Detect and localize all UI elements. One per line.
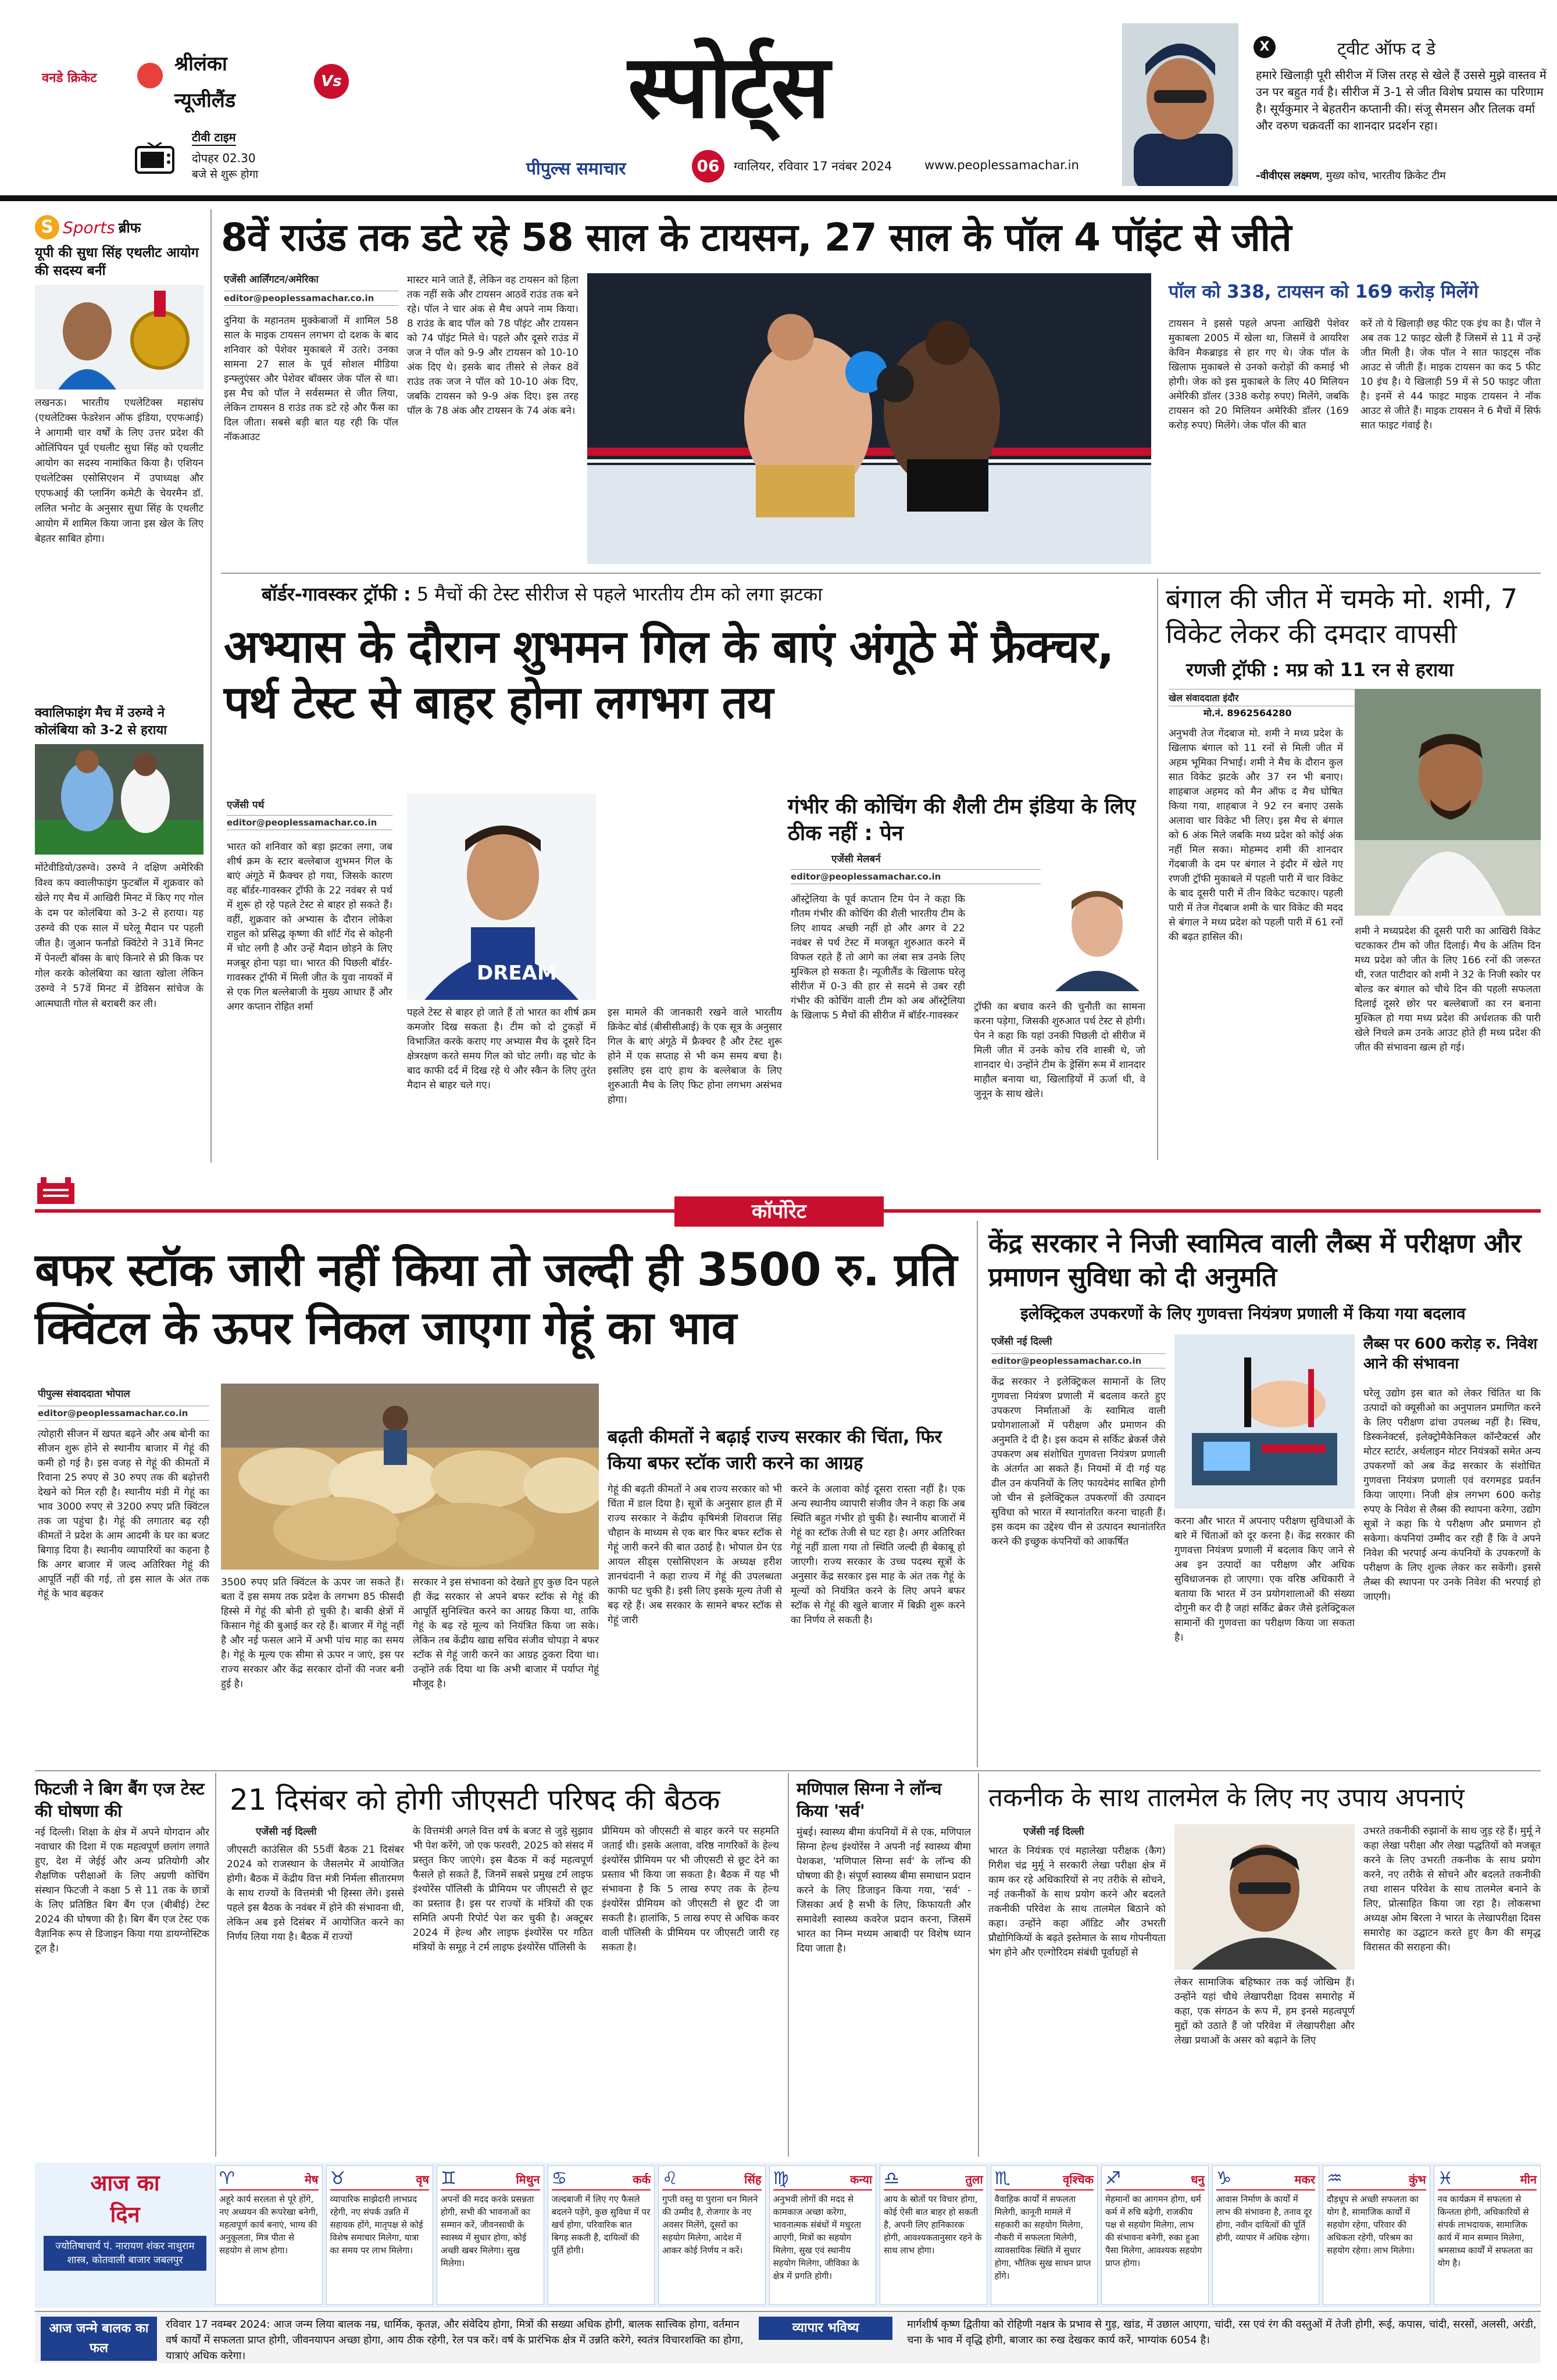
virgo-icon: ♍ xyxy=(773,2168,789,2189)
sagittarius-icon: ♐ xyxy=(1105,2168,1121,2189)
horoscope-sign-cancer xyxy=(548,2165,655,2305)
brief-divider xyxy=(210,209,212,1163)
scorpio-icon: ♏ xyxy=(994,2168,1010,2189)
pisces-icon: ♓ xyxy=(1437,2168,1454,2189)
brief-body: लखनऊ। भारतीय एथलेटिक्स महासंघ (एथलेटिक्स फेडरेशन ऑफ इंडिया, एएफआई) ने आगामी चार वर्षों के लिए उत्तर प्रदेश की ओलिंपियन पूर्व एथलीट सुधा सिंह को एथलीट आयोग का सदस्य नामांकित किया है। एशियन एथलेटिक्स एसोसिएशन में उपाध्यक्ष और एएफआई की प्लानिंग कमेटी के चेयरमैन डॉ. ललित भनोट के अनुसार सुधा सिंह के एथलीट आयोग में शामिल किया जाना इस खेल के लिए बेहतर साबित होगा। xyxy=(35,397,203,545)
masthead xyxy=(0,0,1557,195)
horoscope-sign-text: वैवाहिक कार्यों में सफलता मिलेगी, कानूनी मामले में सहकारी का सहयोग मिलेगा, नौकरी में सफलता मिलेगी, व्यावसायिक स्थिति में सुधार होगा, भौतिक सुख साधन प्राप्त होंगे। xyxy=(994,2194,1091,2281)
horoscope-sign-header xyxy=(219,2168,319,2190)
horoscope-signs xyxy=(215,2165,1541,2305)
leo-icon: ♌ xyxy=(662,2168,678,2189)
shami-headline: बंगाल की जीत में चमके मो. शमी, 7 विकेट लेकर की दमदार वापसी xyxy=(1166,583,1518,649)
tech-headline: तकनीक के साथ तालमेल के लिए नए उपाय अपनाएं xyxy=(988,1783,1465,1813)
sudha-singh-photo xyxy=(35,285,203,389)
horoscope-title-1: आज का xyxy=(90,2170,160,2196)
horoscope-sign-text: अपनों की मदद करके प्रसन्नता होगी, सभी की भावनाओं का सम्मान करें, जीवनसाथी के स्वास्थ्य में सुधार होगा, कोई अच्छी खबर मिलेगा। सुख मिलेगा। xyxy=(441,2194,534,2268)
page-number: 06 xyxy=(692,150,724,183)
labs-byline: एजेंसी नई दिल्ली xyxy=(991,1336,1052,1348)
labs-headline: केंद्र सरकार ने निजी स्वामित्व वाली लैब्स में परीक्षण और प्रमाणन सुविधा को दी अनुमति xyxy=(988,1228,1522,1292)
team2: न्यूजीलैंड xyxy=(174,89,236,112)
gill-right-divider xyxy=(1157,578,1158,1160)
gill-email: editor@peoplessamachar.co.in xyxy=(227,815,392,830)
series-dot xyxy=(137,63,163,88)
brief-logo-tag: ब्रीफ xyxy=(118,219,141,236)
gill-kicker-bold: बॉर्डर-गावस्कर ट्रॉफी : xyxy=(262,583,411,605)
cancer-icon: ♋ xyxy=(551,2168,567,2189)
gill-col-1: भारत को शनिवार को बड़ा झटका लगा, जब शीर्ष क्रम के स्टार बल्लेबाज शुभमन गिल के बाएं अंगूठे में फ्रैक्चर हो गया, जिसके कारण वह बॉर्डर-गावस्कर ट्रॉफी के 22 नवंबर से पर्थ में शुरू हो रहे पहले टेस्ट से बाहर हो सकते हैं। वहीं, शुक्रवार को अभ्यास के दौरान लोकेश राहुल को प्रसिद्ध कृष्णा की शॉर्ट गेंद से कोहनी में चोट लगी है और उन्हें मैदान छोड़ने के लिए मजबूर होना पड़ा था। भारत की पिछली बॉर्डर-गावस्कर ट्रॉफी में मिली जीत के युवा नायकों में से एक गिल बल्लेबाजी के मुख्य आधार हैं और अगर कप्तान रोहित शर्मा xyxy=(227,841,392,1013)
horoscope-sign-header xyxy=(330,2168,430,2190)
gill-kicker xyxy=(262,581,823,606)
horoscope-sign-aquarius xyxy=(1323,2165,1430,2305)
gst-col-1: जीएसटी काउंसिल की 55वीं बैठक 21 दिसंबर 2024 को राजस्थान के जैसलमेर में आयोजित होगी। बैठक में केंद्रीय वित्त मंत्री निर्मला सीतारमण के साथ राज्यों के वित्तमंत्री भी हिस्सा लेंगे। इससे पहले इस बैठक के नवंबर में होने की संभावना थी, लेकिन अब इसे दिसंबर में आयोजित करने का निर्णय लिया गया है। बैठक में राज्यों xyxy=(227,1844,404,1943)
horoscope-sign-text: गुप्ती वस्तु या पुराना धन मिलने की उम्मीद है, रोजगार के नए अवसर मिलेंगे, दूसरों का सहयोग मिलेगा, आदेश में आकर कोई निर्णय न करें। xyxy=(662,2194,758,2256)
wheat-sub-headline: बढ़ती कीमतों ने बढ़ाई राज्य सरकार की चिंता, फिर किया बफर स्टॉक जारी करने का आग्रह xyxy=(608,1427,942,1474)
shami-mobile: मो.नं. 8962564280 xyxy=(1204,707,1292,719)
lab-testing-photo xyxy=(1174,1334,1355,1509)
born-today-label: आज जन्मे बालक का फल xyxy=(41,2317,157,2361)
tyson-col-1: दुनिया के महानतम मुक्केबाजों में शामिल 58 साल के माइक टायसन लगभग दो दशक के बाद शनिवार को पेशेवर मुकाबले में उतरे। उनका सामना 27 साल के पूर्व सोशल मीडिया इन्फ्लुएंसर और पेशेवर बॉक्सर जेक पॉल से था। इस मैच को पॉल ने सर्वसम्मत से जीत लिया, लेकिन टायसन 8 राउंड तक डटे रहे और फैंस का दिल जीता। सबसे बड़ी बात यह रही कि पॉल नॉकआउट xyxy=(224,315,398,443)
labs-subhead: इलेक्ट्रिकल उपकरणों के लिए गुणवत्ता नियंत्रण प्रणाली में किया गया बदलाव xyxy=(1020,1304,1466,1323)
tyson-divider xyxy=(221,573,1541,574)
gill-headline: अभ्यास के दौरान शुभमन गिल के बाएं अंगूठे में फ्रैक्चर, पर्थ टेस्ट से बाहर होना लगभग तय xyxy=(224,621,1114,729)
horoscope-sign-header xyxy=(552,2168,651,2190)
wheat-sub-col-1: गेहूं की बढ़ती कीमतों ने अब राज्य सरकार को भी चिंता में डाल दिया है। सूत्रों के अनुसार हाल ही में राज्य सरकार ने केंद्रीय कृषिमंत्री शिवराज सिंह चौहान के माध्यम से एक बार फिर बफर स्टॉक से गेहूं जारी करने की बात उठाई है। भोपाल ग्रेन एंड आयल सीड्स एसोसिएशन के अध्यक्ष हरीश ज्ञानचंदानी ने कहा राज्य में गेहूं की उपलब्धता काफी घट चुकी है। इसी लिए इसके मूल्य तेजी से बढ़ रहे हैं। अब सरकार के सामने बफर स्टॉक से गेहूं जारी xyxy=(608,1484,782,1626)
tyson-col-2: मास्टर माने जाते हैं, लेकिन वह टायसन को हिला तक नहीं सके और टायसन आठवें राउंड तक बने रहे। पॉल ने चार अंक से मैच अपने नाम किया। 8 राउंड के बाद पॉल को 78 पॉइंट और टायसन को 74 पॉइंट मिले थे। पहले और दूसरे राउंड में जज ने पॉल को 9-9 और टायसन को 10-10 अंक दिए थे। इसके बाद तीसरे से लेकर 8वें राउंड तक जज ने पॉल को 10-10 अंक दिए, जबकि टायसन को 9-9 अंक दिए। इस तरह पॉल के 78 अंक और टायसन के 74 अंक बने। xyxy=(407,274,578,417)
corporate-label-box: कॉर्पोरेट xyxy=(674,1196,884,1227)
gst-byline: एजेंसी नई दिल्ली xyxy=(256,1826,317,1838)
tv-icon xyxy=(135,142,174,175)
tyson-side-col-1: टायसन ने इससे पहले अपना आखिरी पेशेवर मुकाबला 2005 में खेला था, जिसमें वे आयरिश केविन मैकब्राइड से हार गए थे। जेक पॉल के खिलाफ मुकाबले से उनको करोड़ों की कमाई भी होगी। जेक को इस मुकाबले के लिए 40 मिलियन अमेरिकी डॉलर (338 करोड़ रुपए) मिलेंगे, जबकि टायसन को 20 मिलियन अमेरिकी डॉलर (169 करोड़ रुपए) मिलेंगे। जेक पॉल की बात xyxy=(1169,318,1349,431)
horoscope-sign-gemini xyxy=(437,2165,544,2305)
trade-text: मार्गशीर्ष कृष्ण द्वितीया को रोहिणी नक्षत्र के प्रभाव से गुड़, खांड, में उछाल आएगा, चांदी, रस एवं रंग की वस्तुओं में तेजी होगी, रूई, कपास, चांदी, सरसों, अलसी, अरंडी, चना के भाव में वृद्धि होगी, बाजार का रुख देखकर कार्य करें, भाग्यांक 6054 है। xyxy=(907,2318,1537,2346)
aquarius-icon: ♒ xyxy=(1327,2168,1342,2189)
wheat-col-2: 3500 रुपए प्रति क्विंटल के ऊपर जा सकते हैं। बता दें इस समय तक प्रदेश के लगभग 85 फीसदी हिस्से में गेहूं की बोनी हो चुकी है। बाकी क्षेत्रों में किसान गेहूं की बुआई कर रहे हैं। बाजार में गेहूं नहीं है और नई फसल आने में अभी पांच माह का समय है। गेहूं के मूल्य एक सीमा से ऊपर न जाएं, इस पर राज्य सरकार और केंद्र सरकार दोनों की नजर बनी हुई है। xyxy=(221,1577,404,1690)
horoscope-sign-name: धनु xyxy=(1191,2172,1205,2186)
horoscope-sign-header xyxy=(1438,2168,1537,2190)
tech-col-3: उभरते तकनीकी रुझानों के साथ जुड़ रहे हैं। मुर्मू ने कहा लेखा परीक्षा और लेखा पद्धतियों को मजबूत करने के लिए उभरती तकनीक के साथ प्रयोग करने, नए तरीके से सोचने और बदलते तकनीकी तथा शासन परिवेश के साथ तालमेल बनाने के लिए, प्रोत्साहित किया जा रहा है। लोकसभा अध्यक्ष ओम बिरला ने भारत के लेखापरीक्षा दिवस समारोह का उद्घाटन करते हुए कैग की समृद्ध विरासत की सराहना की। xyxy=(1363,1825,1541,1953)
horoscope-sign-name: मेष xyxy=(304,2172,319,2186)
manipal-divider xyxy=(978,1773,979,2157)
paper-name: पीपुल्स समाचार xyxy=(526,159,626,179)
sports-brief-logo xyxy=(35,215,203,240)
gill-kicker-rest: 5 मैचों की टेस्ट सीरीज से पहले भारतीय टीम को लगा झटका xyxy=(410,583,823,605)
horoscope-sign-name: कुंभ xyxy=(1409,2172,1426,2186)
shami-kicker-bold: रणजी ट्रॉफी : xyxy=(1186,659,1280,681)
manipal-headline: मणिपाल सिग्ना ने लॉन्च किया 'सर्व' xyxy=(797,1779,942,1821)
s-badge-icon: S xyxy=(35,215,59,240)
x-logo-icon: X xyxy=(1254,36,1276,58)
gst-col-3: प्रीमियम को जीएसटी से बाहर करने पर सहमति जताई थी। इसके अलावा, वरिष्ठ नागरिकों के हेल्थ इंश्योरेंस प्रीमियम पर भी जीएसटी से छूट देने का प्रस्ताव भी किया जा सकता है। बैठक में यह भी संभावना है कि 5 लाख रुपए तक के हेल्थ इंश्योरेंस प्रीमियम को जीएसटी से छूट दी जा सकती है। हालांकि, 5 लाख रुपए से अधिक कवर वाली पॉलिसी के प्रीमियम पर जीएसटी जारी रह सकता है। xyxy=(602,1825,779,1953)
horoscope-sign-text: अहूरे कार्य सरलता से पूरे होंगे, नए अध्ययन की रूपरेखा बनेगी, महत्वपूर्ण कार्य बनाएं, भाग्य की अनुकूलता, मित्र पीता से सहयोग से लाभ होगा। xyxy=(219,2194,319,2256)
shami-kicker xyxy=(1186,657,1454,682)
labs-col-1: केंद्र सरकार ने इलेक्ट्रिकल सामानों के लिए गुणवत्ता नियंत्रण प्रणाली में बदलाव करते हुए उपकरण निर्माताओं के स्वामित्व वाली प्रयोगशालाओं में परीक्षण और प्रमाणन की अनुमति दे दी है। इस कदम से सर्किट ब्रेकर्स जैसे उपकरण अब संशोधित गुणवत्ता नियंत्रण प्रणाली के अंतर्गत आ सकते हैं। नियमों में दी गई यह ढील उन कंपनियों के लिए फायदेमंद साबित होगी जो चीन से इलेक्ट्रिकल उपकरणों की उत्पादन सुविधा को भारत में स्थानांतरित करना चाहती हैं। इस कदम का उद्देश्य चीन से उत्पादन स्थानांतरित करने की इच्छुक कंपनियों को आकर्षित xyxy=(991,1376,1166,1548)
labs-side-col: घरेलू उद्योग इस बात को लेकर चिंतित था कि उत्पादों को क्यूसीओ का अनुपालन प्रमाणित करने के लिए परीक्षण ढांचा उपलब्ध नहीं है। स्विच, डिस्कनेक्टर्स, इलेक्ट्रोमैकेनिकल कॉन्टैक्टर्स और मोटर स्टार्टर, अर्थलाइन मोटर नियंत्रकों समेत अन्य उपकरणों को अब केंद्र सरकार के संशोधित गुणवत्ता नियंत्रण प्रणाली एवं वरगमइड प्रवर्तन किया जाएगा। निजी क्षेत्र लगभग 600 करोड़ रुपए के निवेश से लैब्स की स्थापना करेगा, उद्योग सूत्रों ने कहा कि ये परीक्षण और प्रमाणन हो सकेगा। कंपनियां उम्मीद कर रही हैं कि वे अपने निवेश की भरपाई अन्य कंपनियों के उपकरणों के परीक्षण के लिए शुल्क लेकर कर सकेंगी। इससे लैब्स की स्थापना पर उनके निवेश की भरपाई हो जाएगी। xyxy=(1363,1388,1541,1603)
shami-col-2: शमी ने मध्यप्रदेश की दूसरी पारी का आखिरी विकेट चटकाकर टीम को जीत दिलाई। मैच के अंतिम दिन मध्य प्रदेश को जीत के लिए 166 रनों की जरूरत थी, रजत पाटीदार को शमी ने 32 के निजी स्कोर पर बोल्ड कर बंगाल को चौथे दिन की पहली सफलता दिलाई दूसरे छोर पर बल्लेबाजों का रन बनाना मुश्किल हो गया मध्य प्रदेश की अर्धशतक की पारी खेले निचले क्रम उनके आउट होते ही मध्य प्रदेश की जीत की संभावना खत्म हो गई। xyxy=(1355,925,1541,1053)
gill-byline: एजेंसी पर्थ xyxy=(227,799,265,811)
tyson-headline: 8वें राउंड तक डटे रहे 58 साल के टायसन, 27 साल के पॉल 4 पॉइंट से जीते xyxy=(221,215,1291,260)
horoscope-sign-virgo xyxy=(769,2165,877,2305)
gst-divider xyxy=(788,1773,789,2157)
horoscope-sign-header xyxy=(1105,2168,1205,2190)
horoscope-sign-scorpio xyxy=(991,2165,1098,2305)
labs-email: editor@peoplessamachar.co.in xyxy=(991,1353,1166,1368)
aries-icon: ♈ xyxy=(219,2168,235,2189)
horoscope-sign-header xyxy=(773,2168,873,2190)
horoscope-sign-text: मेहमानों का आगमन होगा, धर्म कर्म में रुचि बढ़ेगी, राजकीय पक्ष से सहयोग मिलेगा, लाभ की संभावना बनेगी, रुका हुआ पैसा मिलेगा, आवश्यक सहयोग प्राप्त होगा। xyxy=(1105,2194,1202,2268)
brief-body-2: मोंटेवीडियो/उरुग्वे। उरुग्वे ने दक्षिण अमेरिकी विश्व कप क्वालीफाइंग फुटबॉल में शुक्रवार को खेले गए मैच में आखिरी मिनट में किए गए गोल के दम पर कोलंबिया को 3-2 से हराया। यह उरुग्वे की एक साल में घरेलू मैदान पर पहली जीत है। जुआन फर्नांडो क्विंटेरो ने 31वें मिनट में पेनल्टी बॉक्स के बाएं किनारे से फ्री किक पर गोल करके कोलंबिया का खाता खोला लेकिन उरुग्वे ने 57वें मिनट में डेविसन सांचेज के आत्मघाती गोल से बराबरी कर ली। xyxy=(35,862,203,1010)
capricorn-icon: ♑ xyxy=(1216,2168,1232,2189)
horoscope-sign-leo xyxy=(658,2165,766,2305)
horoscope-sign-name: वृश्चिक xyxy=(1063,2172,1094,2186)
horoscope-sign-header xyxy=(884,2168,983,2190)
wheat-right-divider xyxy=(977,1221,978,1767)
horoscope-title-box xyxy=(44,2167,206,2301)
tv-time-note: बजे से शुरू होगा xyxy=(192,168,259,181)
wheat-headline: बफर स्टॉक जारी नहीं किया तो जल्दी ही 3500 रु. प्रति क्विंटल के ऊपर निकल जाएगा गेहूं का भाव xyxy=(35,1244,957,1355)
labs-side-headline: लैब्स पर 600 करोड़ रु. निवेश आने की संभावना xyxy=(1363,1335,1538,1373)
series-label: वनडे क्रिकेट xyxy=(42,71,97,85)
tyson-email: editor@peoplessamachar.co.in xyxy=(224,291,398,306)
wheat-sub-col-2: करने के अलावा कोई दूसरा रास्ता नहीं है। एक अन्य स्थानीय व्यापारी संजीव जैन ने कहा कि अब स्थिति बहुत गंभीर हो चुकी है। स्थानीय बाजारों में गेहूं का स्टॉक तेजी से घट रहा है। अगर अतिरिक्त गेहूं नहीं डाला गया तो स्थिति जल्दी ही बेकाबू हो जाएगी। राज्य सरकार के उच्च पदस्थ सूत्रों के अनुसार केंद्र सरकार इस माह के अंत तक गेहूं के मूल्यों को नियंत्रित करने के लिए अपने बफर स्टॉक से गेहूं की खुले बाजार में बिक्री शुरू करने का निर्णय ले सकती है। xyxy=(791,1484,965,1626)
horoscope-sign-name: कर्क xyxy=(633,2172,651,2186)
tweet-author-name: -वीवीएस लक्ष्मण xyxy=(1256,170,1320,182)
laxman-photo xyxy=(1122,23,1238,186)
gst-col-2: के वित्तमंत्री अगले वित्त वर्ष के बजट से जुड़े सुझाव भी पेश करेंगे, जो एक फरवरी, 2025 को संसद में प्रस्तुत किए जाएंगे। इस बैठक में कई महत्वपूर्ण फैसले हो सकते हैं, जिनमें सबसे प्रमुख टर्म लाइफ इंश्योरेंस पॉलिसी के प्रीमियम पर जीएसटी से छूट का प्रस्ताव है। इस पर राज्यों के मंत्रियों की एक समिति अपनी रिपोर्ट पेश कर चुकी है। अक्टूबर 2024 में हेल्थ और लाइफ इंश्योरेंस पर गठित मंत्रियों के समूह ने टर्म लाइफ इंश्योरेंस पॉलिसी के xyxy=(413,1825,593,1953)
masthead-rule xyxy=(0,195,1557,201)
wheat-col-3: सरकार ने इस संभावना को देखते हुए कुछ दिन पहले ही केंद्र सरकार से अपने बफर स्टॉक से गेहूं की आपूर्ति सुनिश्चित करने का आग्रह किया था, ताकि गेहूं के बढ़ रहे मूल्य को नियंत्रित किया जा सके। लेकिन तब केंद्रीय खाद्य सचिव संजीव चोपड़ा ने बफर स्टॉक से गेहूं जारी करने का आग्रह ठुकरा दिया था। उन्होंने तर्क दिया था कि अभी बाजार में पर्याप्त गेहूं मौजूद है। xyxy=(413,1577,599,1690)
horoscope-sign-header xyxy=(662,2168,762,2190)
horoscope-sign-text: व्यापारिक साझेदारी लाभप्रद रहेगी, नए संपर्क उन्नति में सहायक होंगे, मातृपक्ष से कोई विशेष समाचार मिलेगा, यात्रा का समय पर लाभ मिलेगा। xyxy=(330,2194,423,2256)
tweet-text: हमारे खिलाड़ी पूरी सीरीज में जिस तरह से खेले हैं उससे मुझे वास्तव में उन पर बहुत गर्व है। सीरीज में 3-1 से जीत विशेष प्रयास का परिणाम है। सूर्यकुमार ने बेहतरीन कप्तानी की। संजू सैमसन और तिलक वर्मा और वरुण चक्रवर्ती का शानदार प्रदर्शन रहा। xyxy=(1256,68,1547,133)
horoscope-sign-header xyxy=(995,2168,1094,2190)
paine-col-top: ऑस्ट्रेलिया के पूर्व कप्तान टिम पेन ने कहा कि गौतम गंभीर की कोचिंग की शैली भारतीय टीम के लिए शायद अच्छी नहीं हो और अगर वे 22 नवंबर से पर्थ टेस्ट में मजबूत शुरुआत करने में विफल रहते हैं तो आगे का लंबा सत्र उनके लिए मुश्किल हो सकता है। न्यूजीलैंड के खिलाफ घरेलू सीरीज में 0-3 की हार से सदमे से उबर रही गंभीर की कोचिंग वाली टीम को अब ऑस्ट्रेलिया के खिलाफ 5 मैचों की सीरीज में बॉर्डर-गावस्कर xyxy=(791,894,965,1021)
manipal-body: मुंबई। स्वास्थ्य बीमा कंपनियों में से एक, मणिपाल सिग्ना हेल्थ इंश्योरेंस ने अपनी नई स्वास्थ्य बीमा पेशकश, 'मणिपाल सिग्ना सर्व' के लॉन्च की घोषणा की है। संपूर्ण स्वास्थ्य बीमा समाधान प्रदान करने के लिए डिजाइन किया गया, 'सर्व' - जिसका अर्थ है सभी के लिए, किफायती और समावेशी स्वास्थ्य कवरेज प्रदान करना, जिसमें भारत का निम्न मध्यम आबादी पर विशेष ध्यान दिया जाता है। xyxy=(797,1827,971,1954)
paine-headline: गंभीर की कोचिंग की शैली टीम इंडिया के लिए ठीक नहीं : पेन xyxy=(788,795,1136,845)
horoscope-sign-sagittarius xyxy=(1101,2165,1209,2305)
born-today-text: रविवार 17 नवम्बर 2024: आज जन्म लिया बालक नम्र, धार्मिक, कृतज्ञ, और संवेदिय होगा, मित्रों की सख्या अधिक होगी, बालक सात्त्विक होगा, वर्तमान वर्ष कार्यों में सफलता प्राप्त होगी, जीवनयापन अच्छा होगा, आय ठीक रहेगी, रेल पत्र करें। वर्ष के प्रारंभिक क्षेत्र में उन्नति करेगे, स्वतंत्र विचारशक्ति का होगा, यात्राएं अधिक करेगा। xyxy=(166,2318,744,2362)
horoscope-sign-capricorn xyxy=(1212,2165,1320,2305)
paine-byline: एजेंसी मेलबर्न xyxy=(831,853,881,865)
horoscope-astrologer: ज्योतिषाचार्य पं. नारायण शंकर नाथुराम शास्त्र, कोतवाली बाजार जबलपुर xyxy=(44,2236,206,2271)
tyson-side-headline: पॉल को 338, टायसन को 169 करोड़ मिलेंगे xyxy=(1169,281,1479,302)
horoscope-sign-libra xyxy=(880,2165,987,2305)
trade-label: व्यापार भविष्य xyxy=(759,2317,892,2340)
website: www.peoplessamachar.in xyxy=(924,158,1079,172)
horoscope-sign-name: मीन xyxy=(1520,2172,1537,2186)
brief-headline-2: क्वालिफाइंग मैच में उरुग्वे ने कोलंबिया को 3-2 से हराया xyxy=(35,705,203,739)
wheat-sacks-photo xyxy=(221,1384,599,1570)
labs-col-2: करना और भारत में अपनाए परीक्षण सुविधाओं के बारे में चिंताओं को दूर करना है। केंद्र सरकार की गुणवत्ता नियंत्रण प्रणाली में बदलाव किए जाने से अब इन उत्पादों का परीक्षण और अधिक सुविधाजनक हो जाएगा। एक वरिष्ठ अधिकारी ने बताया कि भारत में उन प्रयोगशालाओं की संख्या दोगुनी कर दी है जहां सर्किट ब्रेकर जैसे इलेक्ट्रिकल सामानों की गुणवत्ता का परीक्षण किया जा सकता है। xyxy=(1174,1516,1355,1643)
brief-column xyxy=(35,215,203,1163)
wheat-byline: पीपुल्स संवाददाता भोपाल xyxy=(38,1388,130,1400)
horoscope-sign-text: जल्दबाजी में लिए गए फैसले बदलने पड़ेंगे, कुछ सुविधा में पर खर्च होगा, परिवारिक बात बिगड़ सकती है, दायित्वों की पूर्ति होगी। xyxy=(551,2194,651,2256)
paine-email: editor@peoplessamachar.co.in xyxy=(791,869,1041,884)
vs-badge: Vs xyxy=(314,64,349,99)
horoscope-sign-header xyxy=(1216,2168,1316,2190)
shami-col-1: अनुभवी तेज गेंदबाज मो. शमी ने मध्य प्रदेश के खिलाफ बंगाल को 11 रनों से मिली जीत में अहम भूमिका निभाई। शमी ने मैच के दौरान कुल सात विकेट झटके और 37 रन भी बनाए। शाहबाज अहमद को मैन ऑफ द मैच घोषित किया गया, शाहबाज ने 92 रन बनाए उसके अलावा चार विकेट भी लिए। इस मैच से बंगाल को 6 अंक मिले जबकि मध्य प्रदेश को कोई अंक नहीं मिल सका। मोहम्मद शमी की शानदार गेंदबाजी के दम पर बंगाल ने इंदौर में खेले गए रणजी ट्रॉफी मुकाबले में पहली पारी में चार विकेट के बाद दूसरी पारी में तीन विकेट चटकाए। पहली पारी में तेज गेंदबाज शमी के चार विकेट की मदद से बंगाल ने मध्य प्रदेश को पहली पारी में 61 रनों की बढ़त हासिल की। xyxy=(1169,728,1343,943)
horoscope-sign-name: तुला xyxy=(965,2172,983,2186)
gill-col-3: इस मामले की जानकारी रखने वाले भारतीय क्रिकेट बोर्ड (बीसीसीआई) के एक सूत्र के अनुसार गिल के बाएं अंगूठे में फ्रैक्चर है और टेस्ट शुरू होने में एक सप्ताह से भी कम समय बचा है। इसलिए इस दाएं हाथ के बल्लेबाज के लिए शुरुआती मैच के लिए फिट होना लगभग असंभव होगा। xyxy=(608,1007,782,1106)
fitjee-headline: फिटजी ने बिग बैंग एज टेस्ट की घोषणा की xyxy=(35,1779,205,1821)
horoscope-sign-header xyxy=(1327,2168,1426,2190)
uruguay-photo xyxy=(35,744,203,855)
masthead-title: स्पोर्ट्स xyxy=(628,37,828,138)
fitjee-body: नई दिल्ली। शिक्षा के क्षेत्र में अपने योगदान और नवाचार की दिशा में एक महत्वपूर्ण छलांग लगाते हुए, देश में जेईई और अन्य प्रतियोगी और शैक्षणिक परीक्षाओं के लिए अग्रणी कोचिंग संस्थान फिटजी ने कक्षा 5 से 11 तक के छात्रों के लिए प्रतिष्ठित बिग बैंग एज (बीबीई) टेस्ट 2024 की घोषणा की है। बिग बैंग एज टेस्ट एक वैज्ञानिक रूप से डिजाइन किया गया डायग्नोस्टिक टूल है। xyxy=(35,1827,209,1954)
team1: श्रीलंका xyxy=(174,52,227,76)
fitjee-divider xyxy=(215,1773,216,2157)
tech-byline: एजेंसी नई दिल्ली xyxy=(1023,1826,1084,1838)
gill-col-2: पहले टेस्ट से बाहर हो जाते हैं तो भारत का शीर्ष क्रम कमजोर दिख सकता है। टीम को दो टुकड़ों में विभाजित करके कराए गए अभ्यास मैच के दूसरे दिन क्षेत्ररक्षण करते समय गिल को चोट लगी। वह चोट के बाद काफी दर्द में दिख रहे थे और स्कैन के लिए तुरंत मैदान से बाहर चले गए। xyxy=(407,1007,596,1091)
horoscope-sign-aries xyxy=(215,2165,323,2305)
horoscope-sign-taurus xyxy=(326,2165,434,2305)
dateline: ग्वालियर, रविवार 17 नवंबर 2024 xyxy=(734,159,892,173)
horoscope-sign-pisces xyxy=(1434,2165,1541,2305)
brief-headline: यूपी की सुधा सिंह एथलीट आयोग की सदस्य बनीं xyxy=(35,245,199,278)
horoscope-sign-name: सिंह xyxy=(744,2172,762,2186)
shami-photo xyxy=(1355,689,1541,916)
sensex-bull-icon xyxy=(35,1171,77,1209)
taurus-icon: ♉ xyxy=(330,2168,346,2189)
horoscope-sign-header xyxy=(441,2168,540,2190)
horoscope-sign-text: अनुभवी लोगों की मदद से कामकाज अच्छा करेगा, भावनात्मक संबंधों में मधुरता आएगी, मित्रों का सहयोग मिलेगा, सुख एवं स्थानीय सहयोग मिलेगा, जीविका के क्षेत्र में प्रगति होगी। xyxy=(773,2194,862,2281)
horoscope-title-2: दिन xyxy=(110,2202,140,2227)
horoscope-sign-name: कन्या xyxy=(849,2172,872,2186)
shami-byline: खेल संवाददाता इंदौर xyxy=(1169,689,1401,706)
tweet-label: ट्वीट ऑफ द डे xyxy=(1337,39,1436,59)
paine-col-right: ट्रॉफी का बचाव करने की चुनौती का सामना करना पड़ेगा, जिसकी शुरुआत पर्थ टेस्ट से होगी। पेन ने कहा कि यहां उनकी पिछली दो सीरीज में मिली जीत में उनके कोच रवि शास्त्री थे, जो शानदार थे। उन्होंने टीम के ड्रेसिंग रूम में शानदार माहौल बनाया था, खिलाड़ियों में ऊर्जा थी, वे जुनून के साथ खेले। xyxy=(974,1001,1145,1100)
tech-col-2: लेकर सामाजिक बहिष्कार तक कई जोखिम हैं। उन्होंने यहां चौथे लेखापरीक्षा दिवस समारोह में कहा, एक संगठन के रूप में, हम इनसे महत्वपूर्ण मुद्दों को उठाते हैं जो परिवेश में लेखापरीक्षा और लेखा प्रथाओं के असर को बढ़ाने के लिए xyxy=(1174,1977,1355,2046)
tyson-paul-fight-photo xyxy=(587,273,1151,564)
tim-paine-photo xyxy=(1049,869,1145,991)
shubman-gill-photo xyxy=(407,794,596,1000)
horoscope-sign-text: दौड़धूप से अच्छी सफलता का योग है, सामाजिक कार्यों में सहयोग रहेगा, परिवार की अधिकता रहेगी, परिश्रम का सहयोग रहेगा। लाभ मिलेगा। xyxy=(1327,2194,1419,2256)
corporate-bottom-divider xyxy=(35,1770,1541,1771)
svg-text:DREAM: DREAM xyxy=(477,962,557,985)
tyson-byline: एजेंसी आर्लिंगटन/अमेरिका xyxy=(224,274,319,285)
tweet-author-role: , मुख्य कोच, भारतीय क्रिकेट टीम xyxy=(1319,170,1446,182)
horoscope-sign-text: आवास निर्माण के कार्यों में लाभ की संभावना है, तनाव दूर होगा, नवीन दायित्वों की पूर्ति होगी, व्यापार में अधिक रहेगा। xyxy=(1216,2194,1312,2243)
gemini-icon: ♊ xyxy=(441,2168,456,2189)
shami-kicker-rest: मप्र को 11 रन से हराया xyxy=(1279,659,1454,681)
libra-icon: ♎ xyxy=(884,2168,899,2189)
horoscope-sign-name: मकर xyxy=(1294,2172,1315,2186)
murmu-photo xyxy=(1174,1824,1355,1970)
wheat-email: editor@peoplessamachar.co.in xyxy=(38,1406,209,1421)
gst-headline: 21 दिसंबर को होगी जीएसटी परिषद की बैठक xyxy=(230,1783,720,1817)
brief-logo-text: Sports xyxy=(63,217,115,237)
tv-time: दोपहर 02.30 xyxy=(192,151,256,165)
wheat-col-1: त्योहारी सीजन में खपत बढ़ने और अब बोनी का सीजन शुरू होने से स्थानीय बाजार में गेहूं की कमी हो गई है। इस वजह से गेहूं की कीमतों में रिवाना 25 रुपए से 30 रुपए तक की बढ़ोत्तरी देखने को मिल रही है। स्थानीय मंडी में गेहूं का भाव 3000 रुपए से 3200 रुपए प्रति क्विंटल तक जा पहुंचा है। गेहूं की लगातार बढ़ रही कीमतों ने प्रदेश के आम आदमी के घर का बजट बिगाड़ दिया है। स्थानीय व्यापारियों का कहना है कि अगर बाजार में जल्द अतिरिक्त गेहूं की आपूर्ति नहीं की गई, तो इस साल के अंत तक गेहूं के भाव बढ़कर xyxy=(38,1428,209,1600)
horoscope-sign-text: आय के स्रोतों पर विचार होगा, कोई ऐसी बात बाहर हो सकती है, अपनी लिए हानिकारक होगी, आवश्यकतानुसार रहने के साथ लाभ होगा। xyxy=(884,2194,982,2256)
horoscope-sign-name: मिथुन xyxy=(516,2172,540,2186)
tweet-author xyxy=(1256,169,1547,183)
tyson-side-col-2: करें तो ये खिलाड़ी छह फीट एक इंच का है। पॉल ने अब तक 12 फाइट खेली हैं जिसमें से 11 में उन्हें जीत मिली है। जेक पॉल ने सात फाइट्स नॉक आउट से जीती हैं। माइक टायसन का कद 5 फीट 10 इंच है। ये खिलाड़ी 59 में से 50 फाइट जीता है। इनमें से 44 फाइट माइक टायसन ने नॉक आउट से जीते हैं। माइक टायसन ने 6 मैचों में सिर्फ सात फाइट गंवाई है। xyxy=(1360,318,1541,431)
tv-time-label: टीवी टाइम xyxy=(192,129,236,146)
tech-col-1: भारत के नियंत्रक एवं महालेखा परीक्षक (कैग) गिरीश चंद्र मुर्मू ने सरकारी लेखा परीक्षा क्षेत्र में काम कर रहे अधिकारियों से नए तरीके से सोचने, नई तकनीकों के साथ प्रयोग करने और बदलते तकनीकी परिवेश के साथ तालमेल बिठाने को कहा। उन्होंने कहा ऑडिट और उभरती प्रौद्योगिकियों के बढ़ते इस्तेमाल के साथ गोपनीयता भंग होने और एल्गोरिदम संबंधी पूर्वाग्रहों से xyxy=(988,1845,1166,1959)
horoscope-sign-name: वृष xyxy=(416,2172,429,2186)
horoscope-sign-text: नव कार्यक्रम में सफलता से किन्तता होगी, अधिकारियों से संपर्क लाभदायक, सामाजिक कार्य में मान सम्मान मिलेगा, श्रमसाध्य कार्यों में सफलता का योग है। xyxy=(1437,2194,1533,2268)
